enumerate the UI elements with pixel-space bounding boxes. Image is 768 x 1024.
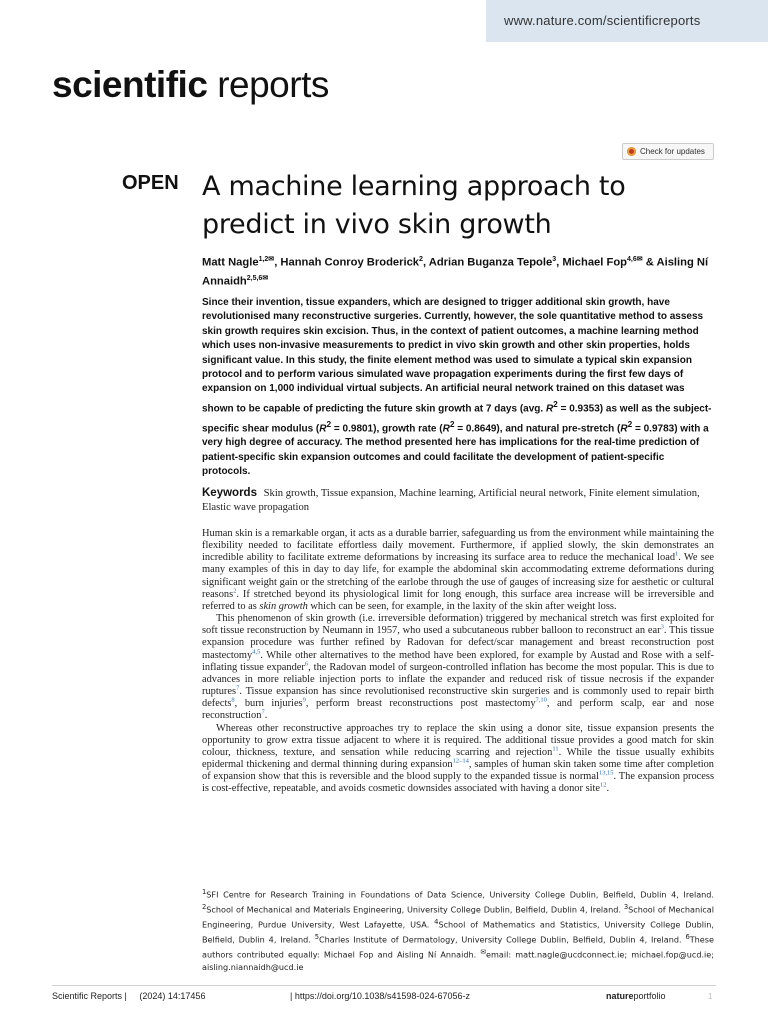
crossmark-icon (627, 147, 636, 156)
footer-journal-citation (52, 991, 205, 1001)
footer-divider (52, 985, 716, 986)
footer-journal: Scientific Reports | (52, 991, 127, 1001)
article-title: A machine learning approach to predict in vivo skin growth (202, 171, 626, 240)
journal-logo (52, 64, 329, 106)
publisher-bold: nature (606, 991, 634, 1001)
journal-name-regular: reports (217, 64, 329, 105)
abstract-text: Since their invention, tissue expanders, which are designed to trigger additional skin growth, have revolutionised many reconstructive surgeries. Currently, however, the sole quantitative method to assess skin growth requires skin excision. Thus, in the context of patient outcomes, a machine learning method which uses non-invasive measurements to predict in vivo skin growth and other skin properties, holds significant value. In this study, the finite element method was used to simulate a typical skin expansion protocol and to perform various simulated wave propagation experiments during the first few days of expansion on 1,000 individual virtual subjects. An artificial neural network trained on this dataset was shown to be capable of predicting the future skin growth at 7 days (avg. $R^2 = 0.9353$) as well as the subject-specific shear modulus $(R^2 = 0.9801)$, growth rate $(R^2 = 0.8649)$, and natural pre-stretch $(R^2 = 0.9783)$ with a very high degree of accuracy. The method presented here has implications for the real-time prediction of patient-specific skin expansion outcomes and could facilitate the development of patient-specific protocols. (202, 297, 712, 478)
footer-doi[interactable]: | https://doi.org/10.1038/s41598-024-67056-z (290, 991, 470, 1001)
abstract (202, 296, 714, 480)
check-for-updates-label: Check for updates (640, 147, 705, 156)
keywords-label: Keywords (202, 487, 257, 499)
page-number: 1 (708, 992, 713, 1001)
body-paragraph-1: Human skin is a remarkable organ, it acts as a durable barrier, safeguarding us from the environment while maintaining the flexibility needed to facilitate effortless daily movement. Furthermore, if applied slowly, the skin demonstrates an incredible ability to facilitate extreme deformations by increasing its surface area to reduce the mechanical load$^1$. We see many examples of this in day to day life, for example the abdominal skin accommodating extreme deformations during significant weight gain or the stretching of the earlobe through the use of gauges of increasing size for aesthetic or cultural reasons$^2$. If stretched beyond its physiological limit for long enough, this surface area increase will be irreversible and referred to as skin growth which can be seen, for example, in the laxity of the skin after weight loss. (202, 528, 714, 612)
header-url-bar (486, 0, 768, 42)
journal-name-bold: scientific (52, 64, 208, 105)
article-body (202, 528, 714, 795)
keywords-section (202, 486, 714, 515)
publisher-logo (606, 991, 666, 1001)
check-for-updates-button[interactable] (622, 143, 714, 160)
footer-citation: (2024) 14:17456 (139, 991, 206, 1001)
keywords-list: Skin growth, Tissue expansion, Machine learning, Artificial neural network, Finite element simulation, Elastic wave propagation (202, 488, 700, 513)
publisher-regular: portfolio (633, 991, 666, 1001)
header-url[interactable]: www.nature.com/scientificreports (504, 13, 701, 28)
author-list[interactable]: Matt Nagle$^{1,2✉}$, Hannah Conroy Broderick$^2$, Adrian Buganza Tepole$^3$, Michael Fop$^{4,6✉}$ & Aisling Ní Annaidh$^{2,5,6✉}$ (202, 256, 709, 288)
open-access-label: OPEN (122, 172, 179, 194)
affiliations: $^1$SFI Centre for Research Training in Foundations of Data Science, University College Dublin, Belfield, Dublin 4, Ireland. $^2$School of Mechanical and Materials Engineering, University College Dublin, Belfield, Dublin 4, Ireland. $^3$School of Mechanical Engineering, Purdue University, West Lafayette, USA. $^4$School of Mathematics and Statistics, University College Dublin, Belfield, Dublin 4, Ireland. $^5$Charles Institute of Dermatology, University College Dublin, Belfield, Dublin 4, Ireland. $^6$These authors contributed equally: Michael Fop and Aisling Ní Annaidh. ✉email: matt.nagle@ucdconnect.ie; michael.fop@ucd.ie; aisling.niannaidh@ucd.ie (202, 888, 714, 972)
body-paragraph-2: This phenomenon of skin growth (i.e. irreversible deformation) triggered by mechanical stretch was first exploited for soft tissue reconstruction by Neumann in 1957, who used a subcutaneous rubber balloon to reconstruct an ear$^3$. This tissue expansion procedure was further refined by Radovan for defect/scar management and breast reconstruction post mastectomy$^{4,5}$. While other alternatives to the method have been explored, for example by Austad and Rose with a self-inflating tissue expander$^6$, the Radovan model of surgeon-controlled inflation has become the most popular. This is due to advances in more reliable injection ports to inflate the expander and reduced risk of tissue necrosis if the expander ruptures$^7$. Tissue expansion has since revolutionised reconstructive skin surgeries and is commonly used to repair birth defects$^8$, burn injuries$^9$, perform breast reconstructions post mastectomy$^{7,10}$, and perform scalp, ear and nose reconstruction$^7$. (202, 613, 714, 722)
body-paragraph-3: Whereas other reconstructive approaches try to replace the skin using a donor site, tissue expansion presents the opportunity to grow extra tissue adjacent to where it is required. The additional tissue provides a good match for skin colour, thickness, texture, and sensation while reducing scarring and rejection$^{11}$. While the tissue usually exhibits epidermal thickening and dermal thinning during expansion$^{12-14}$, samples of human skin taken some time after completion of expansion show that this is reversible and the blood supply to the expanded tissue is normal$^{13,15}$. The expansion process is cost-effective, repeatable, and avoids cosmetic downsides associated with having a donor site$^{12}$. (202, 722, 714, 795)
